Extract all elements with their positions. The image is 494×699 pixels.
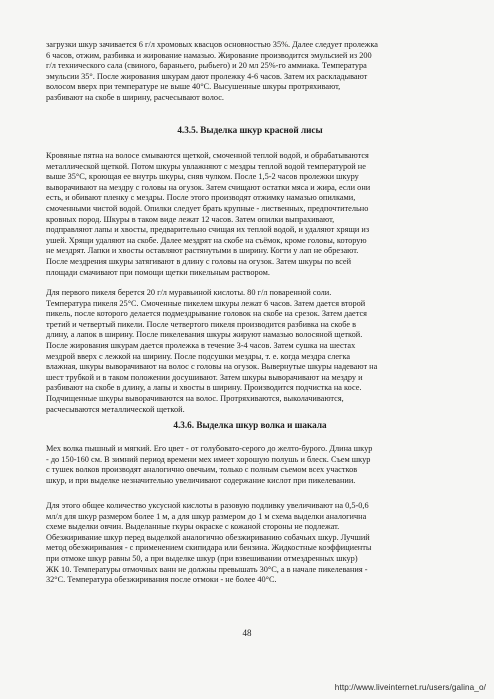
text-line: при отмоке шкур равны 50, а при выделке шкур (при взвешивании отмездренных шкур) — [46, 553, 358, 563]
text-line: ЖК 10. Температуры отмочных ванн не должны превышать 30°С, а в начале пикелевания - — [46, 564, 368, 574]
text-line: ушей. Хрящи удаляют на скобе. Далее мездрят на скобе на съёмок, кроме головы, которую — [46, 235, 367, 245]
text-line: третий и четвертый пикели. После четвертого пикеля производится разбивка на скобе в — [46, 319, 357, 329]
text-line: Кровяные пятна на волосе смываются щеткой, смоченной теплой водой, и обрабатываются — [46, 151, 369, 160]
text-line: площади смачивают при помощи щетки пикельным раствором. — [46, 267, 270, 277]
text-line: длину, а лапок в ширину. После пикелевания шкуры жируют намазью волосяной щеткой. — [46, 330, 363, 340]
text-line: - до 150-160 см. В зимний период времени мех имеет хорошую полушь и блеск. Съем шкур — [46, 454, 371, 464]
text-line: 32°С. Температура обезжиривания после отмоки - не более 40°С. — [46, 575, 277, 585]
section-heading: 4.3.5. Выделка шкур красной лисы — [177, 125, 323, 135]
text-line: выворачивают на мездру с головы на огузок. Затем счищают остатки мяса и жира, если они — [46, 182, 371, 192]
page-number: 48 — [242, 628, 252, 638]
text-line: не мездрят. Лапки и хвосты оставляют растянутыми в ширину. Когти у лап не обрезают. — [46, 246, 359, 256]
text-line: 6 часов, отжим, разбивка и жирование намазью. Жирование производится эмульсией из 200 — [46, 50, 372, 60]
text-line: Для этого общее количество уксусной кислоты в разовую подливку увеличивают на 0,5-0,6 — [46, 501, 369, 510]
paragraph-degreasing — [46, 501, 454, 586]
text-line: кровных пород. Шкуры в таком виде лежат 12 часов. Затем опилки выпрахивают, — [46, 214, 335, 224]
text-line: г/л технического сала (свиного, бараньего, рыбьего) и 20 мл 25%-го аммиака. Температура — [46, 61, 367, 71]
text-line: Температура пикеля 25°С. Смоченные пикелем шкуры лежат 6 часов. Затем дается второй — [46, 298, 366, 308]
text-line: Обезжиривание шкур перед выделкой аналогично обезжириванию собачьих шкур. Лучший — [46, 532, 370, 542]
text-line: разбивают на скобе в ширину, расчесывают волос. — [46, 92, 224, 102]
section-heading: 4.3.6. Выделка шкур волка и шакала — [173, 420, 327, 430]
paragraph-pickling — [46, 288, 454, 415]
text-line: Подчищенные шкуры выворачиваются на волос. Протряхиваются, выколачиваются, — [46, 393, 344, 403]
text-line: влажная, шкуры выворачивают на волос с головы на огузок. Вывернутые шкуры надевают на — [46, 362, 378, 372]
text-line: Мех волка пышный и мягкий. Его цвет - от голубовато-серого до желто-бурого. Длина шкур — [46, 444, 373, 453]
text-line: выше 35°С, кроющая ее внутрь шкуры, сняв чулком. После 1,5-2 часов пролежки шкуру — [46, 172, 359, 182]
paragraph-intro — [46, 40, 454, 104]
text-line: с тушек волков производят аналогично овечьим, только с полным съемом всех участков — [46, 465, 358, 475]
text-line: метод обезжиривания - с применением скипидара или бензина. Жидкостные коэффициенты — [46, 543, 372, 553]
text-line: эмульсии 35°. После жирования шкурам дают пролежку 4-6 часов. Затем их раскладывают — [46, 71, 368, 81]
text-line: шест трубкой и в таком положении досушивают. Затем шкуры выворачивают на мездру и — [46, 372, 363, 382]
text-line: подправляют лапы и хвосты, предварительно счищая их теплой водой, и удаляют хрящи из — [46, 225, 370, 235]
text-line: смоченными чистой водой. Опилки следует брать крупные - лиственных, предпочтительно — [46, 203, 369, 213]
footer-url[interactable]: http://www.liveinternet.ru/users/galina_o/ — [334, 683, 486, 692]
text-line: расчесываются металлической щеткой. — [46, 404, 185, 414]
text-line: волосом вверх при температуре не выше 40°С. Высушенные шкуры протряхивают, — [46, 82, 341, 92]
text-line: Для первого пикеля берется 20 г/л муравьиной кислоты. 80 г/л поваренной соли. — [46, 288, 332, 297]
text-line: мездрой вверх с лежкой на ширину. После подсушки мездры, т. е. когда мездра слегка — [46, 351, 351, 361]
text-line: металлической щеткой. Потом шкуры увлажняют с мездры теплой водой температурой не — [46, 161, 366, 171]
text-line: загрузки шкур зачивается 6 г/л хромовых квасцов основностью 35%. Далее следует пролежка — [46, 40, 378, 49]
text-line: мл/л для шкур размером более 1 м, а для шкур размером до 1 м схема выделки аналогична — [46, 511, 367, 521]
text-line: шкур, и при выделке незначительно увеличивают содержание кислот при пикелевании. — [46, 475, 356, 485]
paragraph-fox-prep — [46, 151, 454, 278]
text-line: разбивают на скобе в длину, а лапы и хвосты в ширину. Производится подчистка на косе. — [46, 383, 362, 393]
text-line: схеме выделки овчин. Выделанные гкуры окраске с кожаной стороны не подлежат. — [46, 522, 340, 532]
text-line: есть, и обивают пленку с мездры. После этого производят отжимку намазью опилками, — [46, 193, 356, 203]
paragraph-wolf-fur — [46, 444, 454, 486]
text-line: После мездрения шкуры затягивают в длину с головы на огузок. Затем шкуры по всей — [46, 256, 352, 266]
text-line: пикель, после которого делается подмездрывание головок на скобе на срезок. Затем дается — [46, 309, 367, 319]
text-line: После жирования шкурам дается пролежка в течение 3-4 часов. Затем сушка на шестах — [46, 340, 356, 350]
